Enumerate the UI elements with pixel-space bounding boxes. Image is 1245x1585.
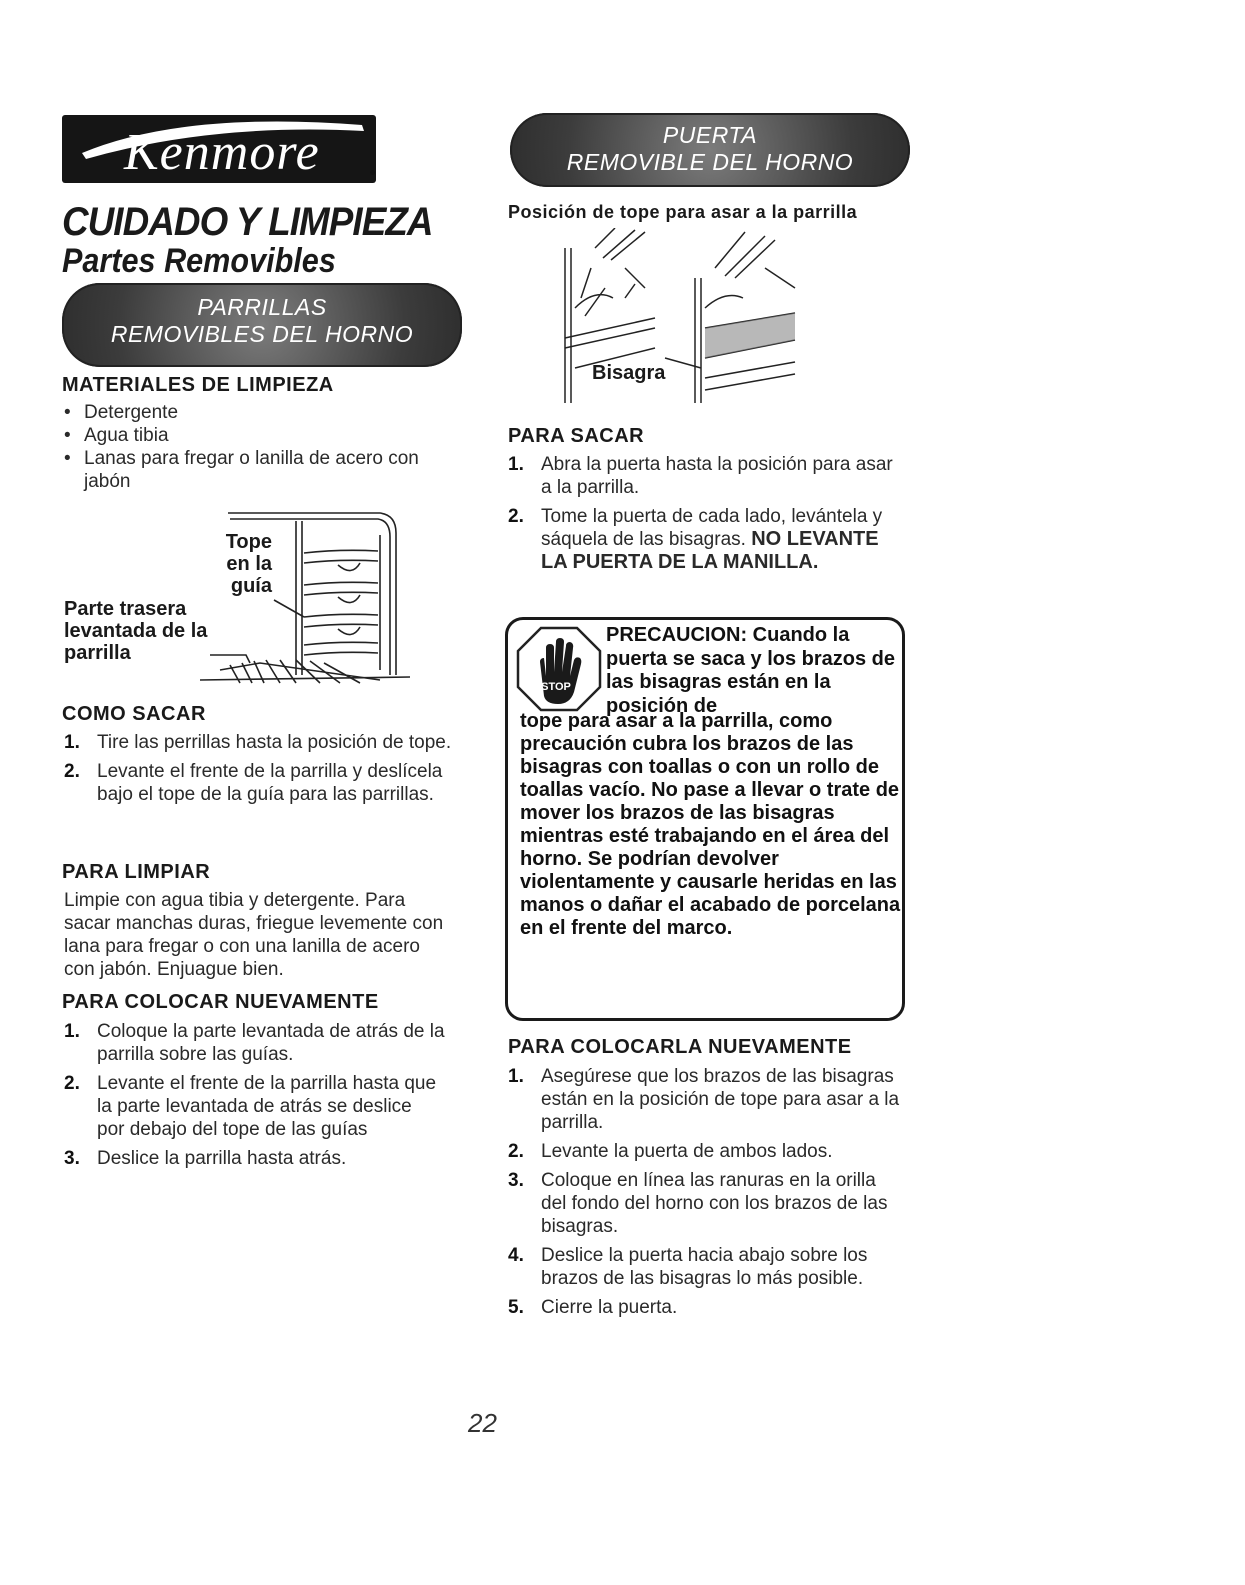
step-text: Coloque en línea las ranuras en la orilla del fondo del horno con los brazos de las bisagras.: [541, 1170, 888, 1237]
step-text: Coloque la parte levantada de atrás de la parrilla sobre las guías.: [97, 1021, 445, 1065]
logo-registered-dot: [370, 170, 375, 175]
section-banner-door: [510, 113, 910, 187]
step-text: Abra la puerta hasta la posición para asar a la parrilla.: [541, 454, 893, 498]
list-item: • Agua tibia: [64, 424, 464, 447]
list-item: [508, 505, 908, 574]
step-number: 1.: [64, 732, 80, 753]
door-remove-steps: [508, 453, 908, 580]
logo-text: Kenmore: [124, 124, 320, 181]
step-text: Levante el frente de la parrilla y deslícela bajo el tope de la guía para las parrillas.: [97, 761, 443, 805]
list-item: [64, 731, 454, 754]
clean-heading: PARA LIMPIAR: [62, 861, 211, 883]
step-text: Levante la puerta de ambos lados.: [541, 1141, 833, 1162]
step-text: Deslice la parrilla hasta atrás.: [97, 1148, 347, 1169]
step-number: 2.: [508, 1141, 524, 1162]
door-replace-steps: [508, 1065, 908, 1325]
list-item: [508, 1169, 901, 1238]
stop-hand-icon: [516, 626, 602, 712]
step-number: 4.: [508, 1245, 524, 1266]
step-number: 5.: [508, 1297, 524, 1318]
remove-heading: COMO SACAR: [62, 703, 206, 725]
page-number: 22: [468, 1408, 497, 1438]
figure-label-stop: Tope en la guía: [225, 531, 272, 597]
materials-heading: MATERIALES DE LIMPIEZA: [62, 374, 334, 396]
page-subtitle: Partes Removibles: [62, 242, 336, 280]
figure-label-raised: Parte trasera levantada de la parrilla: [64, 598, 208, 664]
step-number: 2.: [64, 1073, 80, 1094]
banner-line-2: REMOVIBLE DEL HORNO: [566, 149, 854, 175]
list-item: [508, 1244, 921, 1290]
replace-steps: [64, 1020, 464, 1176]
step-text: Tome la puerta de cada lado, levántela y sáquela de las bisagras.: [541, 506, 883, 550]
section-banner-racks: [62, 283, 462, 367]
list-item: [508, 453, 901, 499]
step-text: Cierre la puerta.: [541, 1297, 678, 1318]
step-text: Asegúrese que los brazos de las bisagras están en la posición de tope para asar a la parrilla.: [541, 1066, 900, 1133]
step-text: Deslice la puerta hacia abajo sobre los brazos de las bisagras lo más posible.: [541, 1245, 868, 1289]
list-item: [508, 1140, 908, 1163]
door-figure-caption: Posición de tope para asar a la parrilla: [508, 202, 858, 222]
list-item: • Detergente: [64, 401, 464, 424]
banner-line-1: PUERTA: [662, 122, 758, 148]
list-item: [64, 1072, 437, 1141]
stop-text: STOP: [541, 681, 571, 693]
caution-text-bottom: tope para asar a la parrilla, como precaución cubra los brazos de las bisagras con toallas o con un rollo de toallas vacío. No pase a llevar o trate de mover los brazos de las bisagras mientras esté trabajando en el área del horno. Se podrían devolver violentamente y causarle heridas en las manos o dañar el acabado de porcelana en el frente del marco.: [520, 710, 901, 939]
step-number: 1.: [64, 1021, 80, 1042]
list-item: • Lanas para fregar o lanilla de acero con jabón: [64, 447, 459, 493]
step-text: Tire las perrillas hasta la posición de tope.: [97, 732, 452, 753]
list-item: [508, 1296, 908, 1319]
door-remove-heading: PARA SACAR: [508, 425, 645, 447]
materials-list: [64, 401, 464, 493]
list-item: [64, 760, 454, 806]
step-number: 1.: [508, 454, 524, 475]
replace-heading: PARA COLOCAR NUEVAMENTE: [62, 991, 379, 1013]
remove-steps: [64, 731, 454, 812]
door-replace-heading: PARA COLOCARLA NUEVAMENTE: [508, 1036, 852, 1058]
step-number: 3.: [508, 1170, 524, 1191]
caution-text-top: PRECAUCION: Cuando la puerta se saca y los brazos de las bisagras están en la posición de: [606, 624, 896, 717]
clean-text: Limpie con agua tibia y detergente. Para sacar manchas duras, friegue levemente con lana para fregar o con una lanilla de acero con jabón. Enjuague bien.: [64, 890, 444, 980]
kenmore-logo: [62, 115, 376, 183]
step-number: 2.: [64, 761, 80, 782]
figure-label-hinge: Bisagra: [592, 362, 666, 384]
list-item: [64, 1147, 464, 1170]
step-number: 1.: [508, 1066, 524, 1087]
banner-line-1: PARRILLAS: [197, 294, 327, 320]
step-number: 2.: [508, 506, 524, 527]
list-item: [508, 1065, 909, 1134]
step-number: 3.: [64, 1148, 80, 1169]
caution-box: [505, 617, 905, 1021]
step-warning-bold: NO LEVANTE LA PUERTA DE LA MANILLA.: [541, 528, 879, 573]
list-item: [64, 1020, 464, 1066]
page-title: CUIDADO Y LIMPIEZA: [62, 200, 433, 244]
step-text: Levante el frente de la parrilla hasta que la parte levantada de atrás se deslice por debajo del tope de las guías: [97, 1073, 437, 1140]
banner-line-2: REMOVIBLES DEL HORNO: [110, 321, 414, 347]
